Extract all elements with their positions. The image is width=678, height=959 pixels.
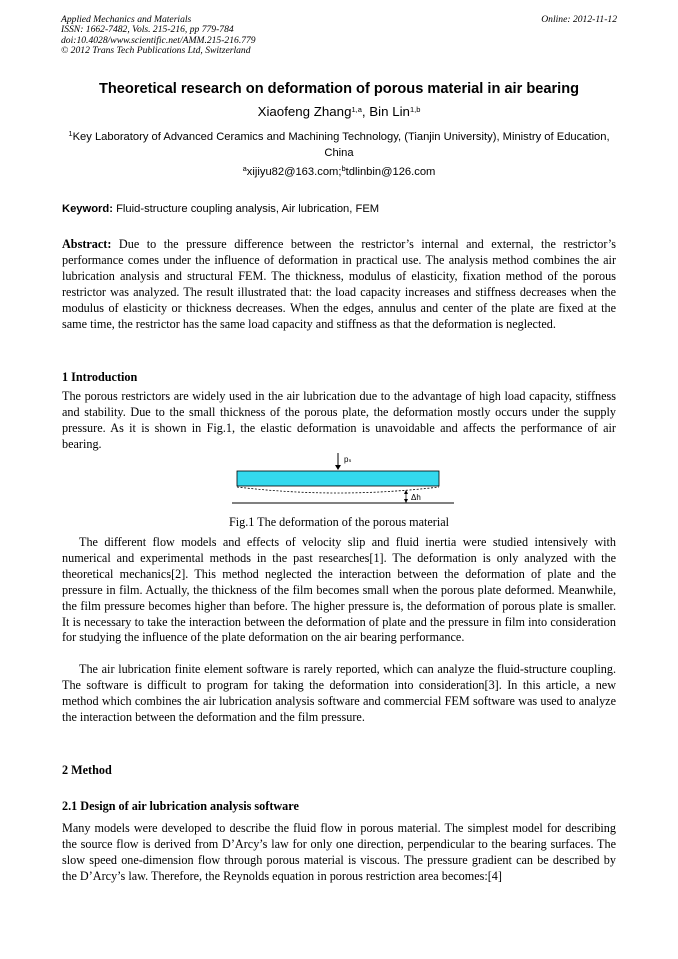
running-header	[61, 15, 617, 57]
author-affil-mark: 1,b	[409, 105, 421, 114]
journal-name: Applied Mechanics and Materials	[61, 14, 192, 25]
paper-title: Theoretical research on deformation of porous material in air bearing	[98, 81, 580, 97]
subsection-heading: 2.1 Design of air lubrication analysis software	[62, 799, 299, 813]
gap-arrow-down	[404, 499, 408, 503]
paragraph: The air lubrication finite element software is rarely reported, which can analyze the fluid-structure coupling. The software is difficult to program for taking the deformation into consideration[3]. In this article, a new method which combines the air lubrication analysis software and commercial FEM software was used to analyze the interaction between the deformation and the film pressure.	[62, 662, 616, 724]
doi-line: doi:10.4028/www.scientific.net/AMM.215-216.779	[61, 34, 256, 46]
keywords-label: Keyword:	[62, 203, 113, 215]
email-mark: a	[242, 164, 247, 173]
author-name: Bin Lin	[369, 104, 410, 119]
keywords-text: Fluid-structure coupling analysis, Air lubrication, FEM	[112, 203, 380, 215]
online-date: Online: 2012-11-12	[541, 14, 617, 25]
deformation-figure	[232, 451, 460, 511]
affiliation-mark: 1	[68, 129, 73, 138]
figure-caption: Fig.1 The deformation of the porous material	[228, 515, 450, 529]
affiliation-text: Key Laboratory of Advanced Ceramics and Machining Technology, (Tianjin University), Ministry of Education, China	[72, 131, 610, 159]
gap-arrow-up	[404, 490, 408, 494]
author-name: Xiaofeng Zhang	[257, 104, 352, 119]
copyright-line: © 2012 Trans Tech Publications Ltd, Switzerland	[61, 45, 251, 57]
email-link[interactable]: tdlinbin@126.com	[345, 166, 436, 178]
paragraph: The porous restrictors are widely used in the air lubrication due to the advantage of high load capacity, stiffness and stability. Due to the small thickness of the porous plate, the deformation mostly occurs under the supply pressure. As it is shown in Fig.1, the elastic deformation is unavoidable and affects the performance of air bearing.	[62, 389, 616, 451]
issn-line: ISSN: 1662-7482, Vols. 215-216, pp 779-784	[61, 24, 234, 36]
section-heading: 2 Method	[62, 763, 112, 777]
email-mark: b	[341, 164, 346, 173]
author-separator: ,	[361, 104, 370, 119]
email-link[interactable]: xijiyu82@163.com	[246, 166, 339, 178]
abstract-text: Due to the pressure difference between the restrictor’s internal and external, the restrictor’s performance comes under the influence of deformation in practical use. The analysis method combines the air lubrication analysis and structural FEM. The thickness, modulus of elasticity, fixation method of the porous restrictor was analyzed. The result illustrated that: the load capacity increases and stiffness decreases when the modulus of elasticity or thickness decreases. When the edges, annulus and center of the plate are fixed at the same time, the restrictor has the same load capacity and stiffness as that the deformation is neglected.	[62, 237, 616, 331]
porous-plate	[237, 471, 439, 486]
gap-label: Δh	[411, 493, 421, 502]
abstract-label: Abstract:	[62, 237, 112, 251]
email-separator: ;	[338, 166, 342, 178]
section-heading: 1 Introduction	[62, 370, 138, 384]
keywords	[62, 202, 616, 218]
email-line	[40, 165, 638, 181]
supply-pressure-label: pₛ	[344, 455, 352, 464]
pressure-arrow-head	[335, 465, 341, 470]
paragraph: The different flow models and effects of velocity slip and fluid inertia were studied intensively with numerical and experimental methods in the past researches[1]. The deformation is only analyzed with the theoretical mechanics[2]. This method neglected the interaction between the deformation of plate and the pressure in film. Actually, the thickness of the film becomes small when the porous plate deformed. Meanwhile, the film pressure becomes higher than before. The higher pressure is, the deformation of porous plate is smaller. It is necessary to take the interaction between the deformation of plate and the pressure in film into consideration for studying the influence of the plate deformation on the air bearing performance.	[62, 535, 616, 645]
deformed-surface	[237, 487, 439, 493]
author-affil-mark: 1,a	[351, 105, 362, 114]
paragraph: Many models were developed to describe the fluid flow in porous material. The simplest model for describing the source flow is derived from D’Arcy’s law for only one direction, perpendicular to the bearing surfaces. The slow speed one-dimension flow through porous material is viscous. The pressure gradient can be described by the D’Arcy’s law. Therefore, the Reynolds equation in porous restriction area becomes:[4]	[62, 821, 616, 883]
author-line	[40, 103, 638, 121]
abstract	[62, 237, 616, 332]
affiliation	[62, 130, 616, 161]
